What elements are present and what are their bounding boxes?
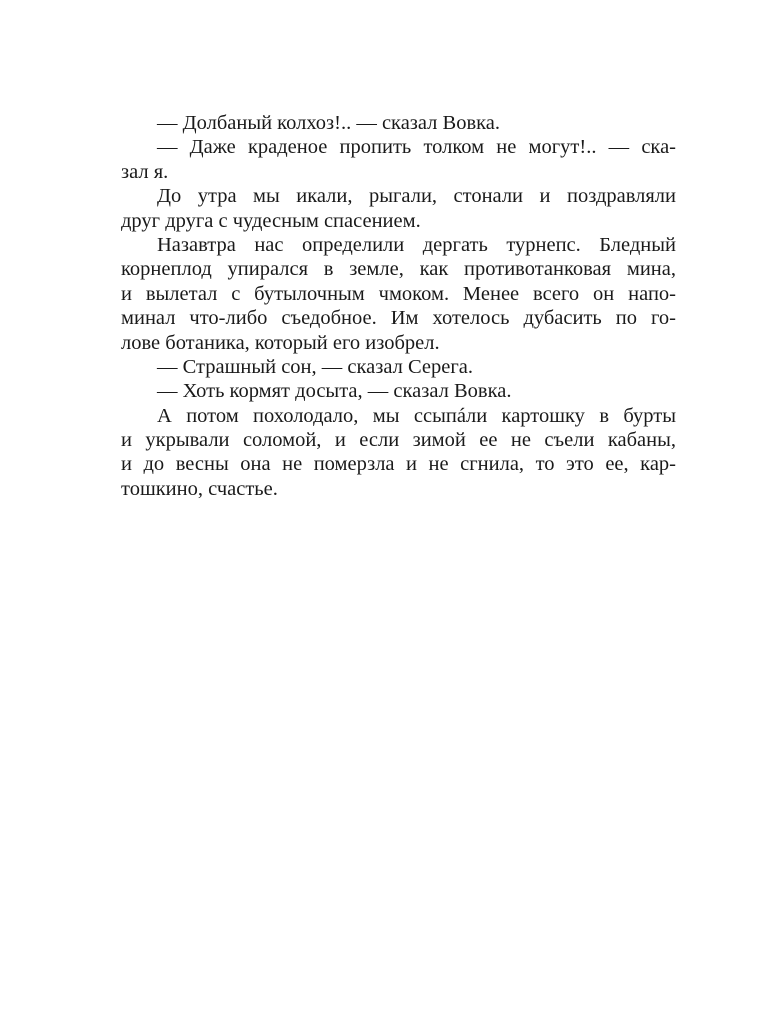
text-line: друг друга с чудесным спасением. bbox=[121, 209, 421, 232]
body-text bbox=[121, 111, 676, 501]
text-line: До утра мы икали, рыгали, стонали и поздравляли bbox=[157, 185, 676, 208]
text-line: и укрывали соломой, и если зимой ее не съели кабаны, bbox=[121, 429, 676, 452]
text-line: и вылетал с бутылочным чмоком. Менее всего он напо- bbox=[121, 282, 676, 305]
text-line: тошкино, счастье. bbox=[121, 477, 278, 500]
text-line: зал я. bbox=[121, 160, 169, 183]
text-line: А потом похолодало, мы ссыпáли картошку в бурты bbox=[157, 404, 676, 427]
text-line: — Хоть кормят досыта, — сказал Вовка. bbox=[157, 380, 512, 403]
text-line: — Страшный сон, — сказал Серега. bbox=[157, 355, 473, 378]
text-line: Назавтра нас определили дергать турнепс. Бледный bbox=[157, 233, 676, 256]
text-line: — Даже краденое пропить толком не могут!.. — ска- bbox=[157, 136, 676, 159]
text-line: минал что-либо съедобное. Им хотелось дубасить по го- bbox=[121, 307, 676, 330]
text-line: — Долбаный колхоз!.. — сказал Вовка. bbox=[157, 112, 501, 134]
text-line: корнеплод упирался в земле, как противотанковая мина, bbox=[121, 258, 676, 281]
text-line: и до весны она не померзла и не сгнила, то это ее, кар- bbox=[121, 453, 676, 476]
text-line: лове ботаника, который его изобрел. bbox=[121, 331, 440, 354]
